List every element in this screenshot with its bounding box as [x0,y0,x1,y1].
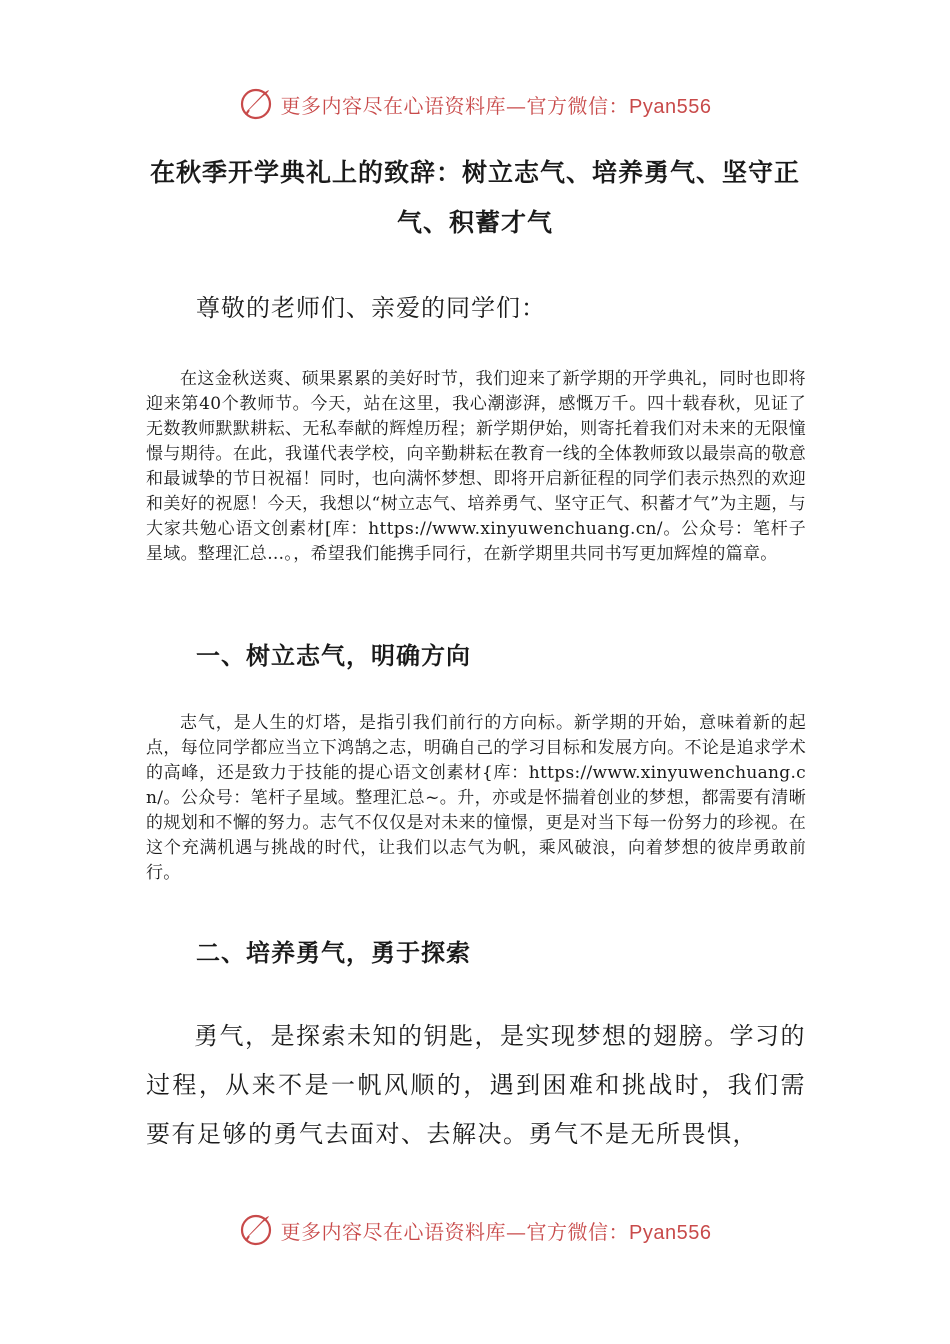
wechat-id: Pyan556 [629,1221,712,1244]
section1-heading: 一、树立志气，明确方向 [196,642,471,670]
banner-text: 更多内容尽在心语资料库—官方微信：Pyan556 [280,93,712,118]
section2-heading: 二、培养勇气，勇于探索 [196,939,471,967]
banner-text: 更多内容尽在心语资料库—官方微信：Pyan556 [280,1219,712,1244]
page-title: 在秋季开学典礼上的致辞：树立志气、培养勇气、坚守正气、积蓄才气 [150,158,801,237]
footer-banner [0,1208,950,1252]
header-banner [0,82,950,126]
intro-paragraph: 在这金秋送爽、硕果累累的美好时节，我们迎来了新学期的开学典礼，同时也即将迎来第40个教师节。今天，站在这里，我心潮澎湃，感慨万千。四十载春秋，见证了无数教师默默耕耘、无私奉献的辉煌历程；新学期伊始，则寄托着我们对未来的无限憧憬与期待。在此，我谨代表学校，向辛勤耕耘在教育一线的全体教师致以最崇高的敬意和最诚挚的节日祝福！同时，也向满怀梦想、即将开启新征程的同学们表示热烈的欢迎和美好的祝愿！今天，我想以“树立志气、培养勇气、坚守正气、积蓄才气”为主题，与大家共勉心语文创素材[库：https://www.xinyuwenchuang.cn/。公众号：笔杆子星域。整理汇总…。，希望我们能携手同行，在新学期里共同书写更加辉煌的篇章。 [146,369,806,564]
section2-paragraph: 勇气，是探索未知的钥匙，是实现梦想的翅膀。学习的过程，从来不是一帆风顺的，遇到困难和挑战时，我们需要有足够的勇气去面对、去解决。勇气不是无所畏惧， [146,1022,806,1148]
greeting: 尊敬的老师们、亲爱的同学们： [196,294,546,322]
quill-logo-icon [239,1213,273,1247]
quill-logo-icon [239,87,273,121]
section1-paragraph: 志气，是人生的灯塔，是指引我们前行的方向标。新学期的开始，意味着新的起点，每位同学都应当立下鸿鹄之志，明确自己的学习目标和发展方向。不论是追求学术的高峰，还是致力于技能的提心语文创素材{库：https://www.xinyuwenchuang.cn/。公众号：笔杆子星域。整理汇总~。升，亦或是怀揣着创业的梦想，都需要有清晰的规划和不懈的努力。志气不仅仅是对未来的憧憬，更是对当下每一份努力的珍视。在这个充满机遇与挑战的时代，让我们以志气为帆，乘风破浪，向着梦想的彼岸勇敢前行。 [146,713,806,883]
wechat-id: Pyan556 [629,95,712,118]
